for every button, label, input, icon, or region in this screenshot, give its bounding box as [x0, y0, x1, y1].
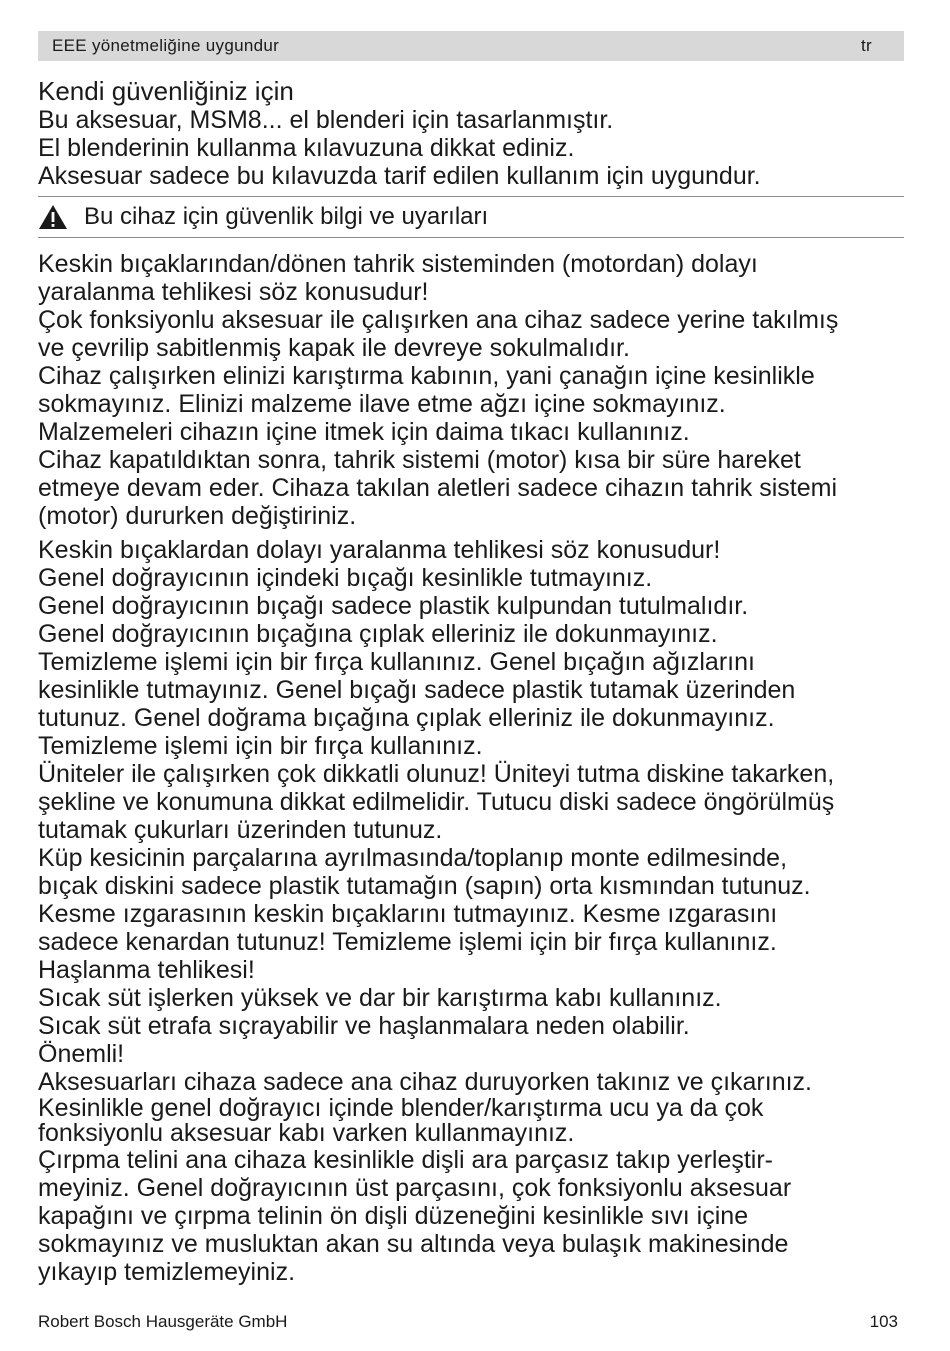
body-line: Genel doğrayıcının bıçağına çıplak elleriniz ile dokunmayınız. [38, 620, 718, 648]
body-line: Cihaz kapatıldıktan sonra, tahrik sistemi (motor) kısa bir süre hareket [38, 446, 801, 474]
body-line: (motor) dururken değiştiriniz. [38, 502, 357, 530]
body-line: Çırpma telini ana cihaza kesinlikle dişli ara parçasız takıp yerleştir- [38, 1146, 774, 1174]
body-line: Temizleme işlemi için bir fırça kullanınız. Genel bıçağın ağızlarını [38, 648, 755, 676]
body-line: Cihaz çalışırken elinizi karıştırma kabının, yani çanağın içine kesinlikle [38, 362, 815, 390]
safety-line: Aksesuar sadece bu kılavuzda tarif edilen kullanım için uygundur. [38, 162, 761, 190]
warning-triangle-icon [38, 204, 68, 230]
body-line: yıkayıp temizlemeyiniz. [38, 1258, 296, 1286]
body-line: tutamak çukurları üzerinden tutunuz. [38, 816, 443, 844]
hazard-heading-blades: Keskin bıçaklardan dolayı yaralanma tehlikesi söz konusudur! [38, 536, 721, 564]
footer-company: Robert Bosch Hausgeräte GmbH [38, 1312, 288, 1331]
body-line: tutunuz. Genel doğrama bıçağına çıplak elleriniz ile dokunmayınız. [38, 704, 775, 732]
body-line: meyiniz. Genel doğrayıcının üst parçasını, çok fonksiyonlu aksesuar [38, 1174, 792, 1202]
body-line: sokmayınız ve musluktan akan su altında veya bulaşık makinesinde [38, 1230, 789, 1258]
body-paragraph [38, 1096, 904, 1146]
body-line: Kesme ızgarasının keskin bıçaklarını tutmayınız. Kesme ızgarasını [38, 900, 778, 928]
warning-heading-row [38, 196, 904, 238]
body-line: sadece kenardan tutunuz! Temizleme işlemi için bir fırça kullanınız. [38, 928, 777, 956]
hazard-heading-important: Önemli! [38, 1040, 125, 1068]
header-title: EEE yönetmeliğine uygundur [52, 36, 280, 55]
body-line: ve çevrilip sabitlenmiş kapak ile devreye sokulmalıdır. [38, 334, 630, 362]
page-header-band [38, 31, 904, 61]
body-line: kesinlikle tutmayınız. Genel bıçağı sadece plastik tutamak üzerinden [38, 676, 796, 704]
document-body [38, 76, 904, 1286]
body-line: Aksesuarları cihaza sadece ana cihaz duruyorken takınız ve çıkarınız. [38, 1068, 812, 1096]
hazard-heading-cutting-motor: yaralanma tehlikesi söz konusudur! [38, 278, 429, 306]
body-line: Sıcak süt etrafa sıçrayabilir ve haşlanmalara neden olabilir. [38, 1012, 690, 1040]
body-line: Üniteler ile çalışırken çok dikkatli olunuz! Üniteyi tutma diskine takarken, [38, 760, 835, 788]
body-line: Genel doğrayıcının içindeki bıçağı kesinlikle tutmayınız. [38, 564, 653, 592]
body-line: Malzemeleri cihazın içine itmek için daima tıkacı kullanınız. [38, 418, 690, 446]
hazard-heading-scalding: Haşlanma tehlikesi! [38, 956, 255, 984]
body-line: bıçak diskini sadece plastik tutamağın (sapın) orta kısmından tutunuz. [38, 872, 811, 900]
body-line: Temizleme işlemi için bir fırça kullanınız. [38, 732, 483, 760]
safety-heading: Kendi güvenliğiniz için [38, 76, 294, 106]
body-line: etmeye devam eder. Cihaza takılan aletleri sadece cihazın tahrik sistemi [38, 474, 837, 502]
body-line: Kesinlikle genel doğrayıcı içinde blender/karıştırma ucu ya da çok [38, 1094, 764, 1122]
hazard-heading-cutting-motor: Keskin bıçaklarından/dönen tahrik sisteminden (motordan) dolayı [38, 250, 758, 278]
safety-line: Bu aksesuar, MSM8... el blenderi için tasarlanmıştır. [38, 106, 614, 134]
body-line: Sıcak süt işlerken yüksek ve dar bir karıştırma kabı kullanınız. [38, 984, 722, 1012]
body-line: Küp kesicinin parçalarına ayrılmasında/toplanıp monte edilmesinde, [38, 844, 788, 872]
language-code: tr [861, 36, 872, 55]
body-line: fonksiyonlu aksesuar kabı varken kullanmayınız. [38, 1119, 575, 1147]
page-number: 103 [869, 1312, 898, 1331]
body-line: kapağını ve çırpma telinin ön dişli düzeneğini kesinlikle sıvı içine [38, 1202, 749, 1230]
body-line: sokmayınız. Elinizi malzeme ilave etme ağzı içine sokmayınız. [38, 390, 726, 418]
page-footer [38, 1312, 898, 1332]
body-line: Genel doğrayıcının bıçağı sadece plastik kulpundan tutulmalıdır. [38, 592, 749, 620]
safety-line: El blenderinin kullanma kılavuzuna dikkat ediniz. [38, 134, 575, 162]
body-line: Çok fonksiyonlu aksesuar ile çalışırken ana cihaz sadece yerine takılmış [38, 306, 839, 334]
body-line: şekline ve konumuna dikkat edilmelidir. Tutucu diski sadece öngörülmüş [38, 788, 835, 816]
warning-heading: Bu cihaz için güvenlik bilgi ve uyarıları [84, 203, 489, 230]
